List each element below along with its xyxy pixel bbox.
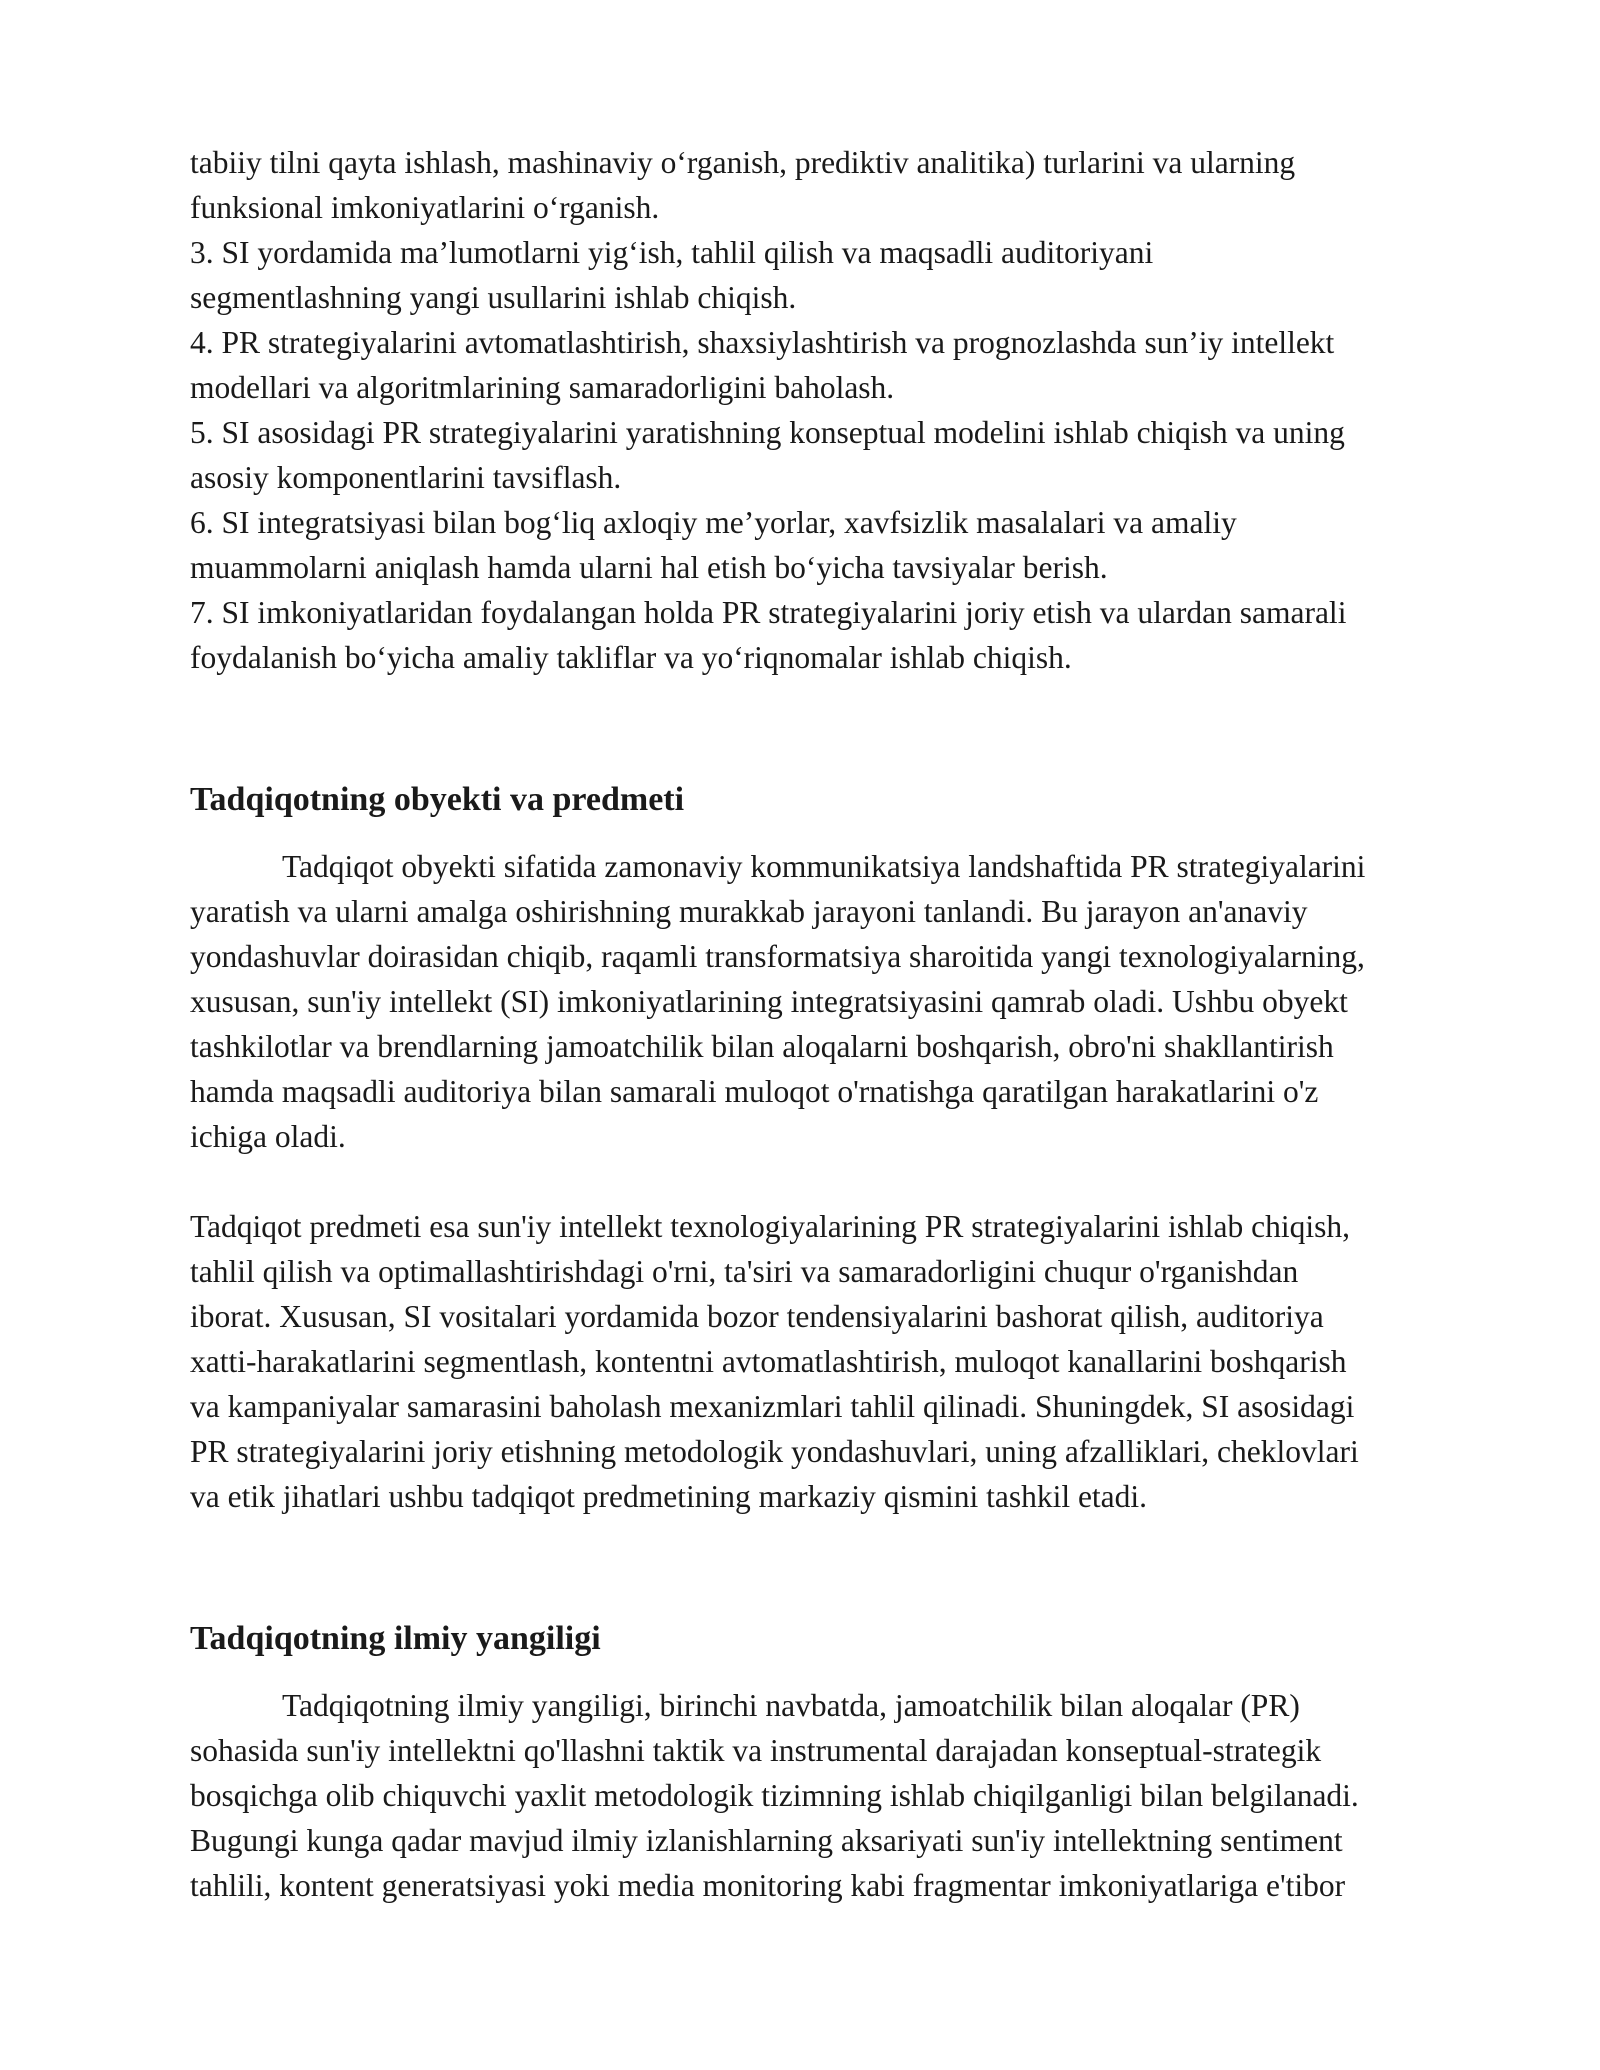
paragraph-line: Tadqiqot obyekti sifatida zamonaviy kommunikatsiya landshaftida PR strategiyalarini xyxy=(282,849,1366,884)
objectives-list xyxy=(190,140,1460,680)
section-heading-object-subject: Tadqiqotning obyekti va predmeti xyxy=(190,781,685,818)
list-line: 3. SI yordamida ma’lumotlarni yig‘ish, tahlil qilish va maqsadli auditoriyani xyxy=(190,235,1154,270)
list-line: foydalanish bo‘yicha amaliy takliflar va yo‘riqnomalar ishlab chiqish. xyxy=(190,640,1072,675)
document-page xyxy=(190,140,1460,1908)
paragraph-line: Bugungi kunga qadar mavjud ilmiy izlanishlarning aksariyati sun'iy intellektning sentiment xyxy=(190,1823,1343,1858)
list-line: 7. SI imkoniyatlaridan foydalangan holda PR strategiyalarini joriy etish va ulardan samarali xyxy=(190,595,1347,630)
paragraph-line: yaratish va ularni amalga oshirishning murakkab jarayoni tanlandi. Bu jarayon an'anaviy xyxy=(190,894,1308,929)
paragraph-line: Tadqiqot predmeti esa sun'iy intellekt texnologiyalarining PR strategiyalarini ishlab chiqish, xyxy=(190,1209,1350,1244)
list-line: muammolarni aniqlash hamda ularni hal etish bo‘yicha tavsiyalar berish. xyxy=(190,550,1108,585)
paragraph-line: hamda maqsadli auditoriya bilan samarali muloqot o'rnatishga qaratilgan harakatlarini o'z xyxy=(190,1074,1319,1109)
paragraph-line: xatti-harakatlarini segmentlash, kontentni avtomatlashtirish, muloqot kanallarini boshqarish xyxy=(190,1344,1347,1379)
section-heading-novelty: Tadqiqotning ilmiy yangiligi xyxy=(190,1620,601,1657)
list-line: tabiiy tilni qayta ishlash, mashinaviy o‘rganish, prediktiv analitika) turlarini va ularning xyxy=(190,145,1296,180)
paragraph-line: va etik jihatlari ushbu tadqiqot predmetining markaziy qismini tashkil etadi. xyxy=(190,1479,1148,1514)
list-line: segmentlashning yangi usullarini ishlab chiqish. xyxy=(190,280,797,315)
paragraph-line: tahlil qilish va optimallashtirishdagi o'rni, ta'siri va samaradorligini chuqur o'rganishdan xyxy=(190,1254,1299,1289)
paragraph-line: bosqichga olib chiquvchi yaxlit metodologik tizimning ishlab chiqilganligi bilan belgilanadi. xyxy=(190,1778,1359,1813)
paragraph-line: Tadqiqotning ilmiy yangiligi, birinchi navbatda, jamoatchilik bilan aloqalar (PR) xyxy=(282,1688,1300,1723)
paragraph-line: iborat. Xususan, SI vositalari yordamida bozor tendensiyalarini bashorat qilish, auditoriya xyxy=(190,1299,1324,1334)
list-line: 4. PR strategiyalarini avtomatlashtirish, shaxsiylashtirish va prognozlashda sun’iy intellekt xyxy=(190,325,1335,360)
subject-paragraph xyxy=(190,1204,1460,1519)
paragraph-line: sohasida sun'iy intellektni qo'llashni taktik va instrumental darajadan konseptual-strategik xyxy=(190,1733,1322,1768)
list-line: asosiy komponentlarini tavsiflash. xyxy=(190,460,622,495)
list-line: modellari va algoritmlarining samaradorligini baholash. xyxy=(190,370,895,405)
object-paragraph xyxy=(190,844,1460,1159)
list-line: funksional imkoniyatlarini o‘rganish. xyxy=(190,190,660,225)
paragraph-line: va kampaniyalar samarasini baholash mexanizmlari tahlil qilinadi. Shuningdek, SI asosidagi xyxy=(190,1389,1355,1424)
paragraph-line: xususan, sun'iy intellekt (SI) imkoniyatlarining integratsiyasini qamrab oladi. Ushbu obyekt xyxy=(190,984,1348,1019)
paragraph-line: yondashuvlar doirasidan chiqib, raqamli transformatsiya sharoitida yangi texnologiyalarning, xyxy=(190,939,1365,974)
paragraph-line: tahlili, kontent generatsiyasi yoki media monitoring kabi fragmentar imkoniyatlariga e'tibor xyxy=(190,1868,1346,1903)
paragraph-line: PR strategiyalarini joriy etishning metodologik yondashuvlari, uning afzalliklari, cheklovlari xyxy=(190,1434,1359,1469)
list-line: 6. SI integratsiyasi bilan bog‘liq axloqiy me’yorlar, xavfsizlik masalalari va amaliy xyxy=(190,505,1237,540)
list-line: 5. SI asosidagi PR strategiyalarini yaratishning konseptual modelini ishlab chiqish va uning xyxy=(190,415,1345,450)
novelty-paragraph xyxy=(190,1683,1460,1908)
paragraph-line: ichiga oladi. xyxy=(190,1119,346,1154)
paragraph-line: tashkilotlar va brendlarning jamoatchilik bilan aloqalarni boshqarish, obro'ni shakllantirish xyxy=(190,1029,1334,1064)
